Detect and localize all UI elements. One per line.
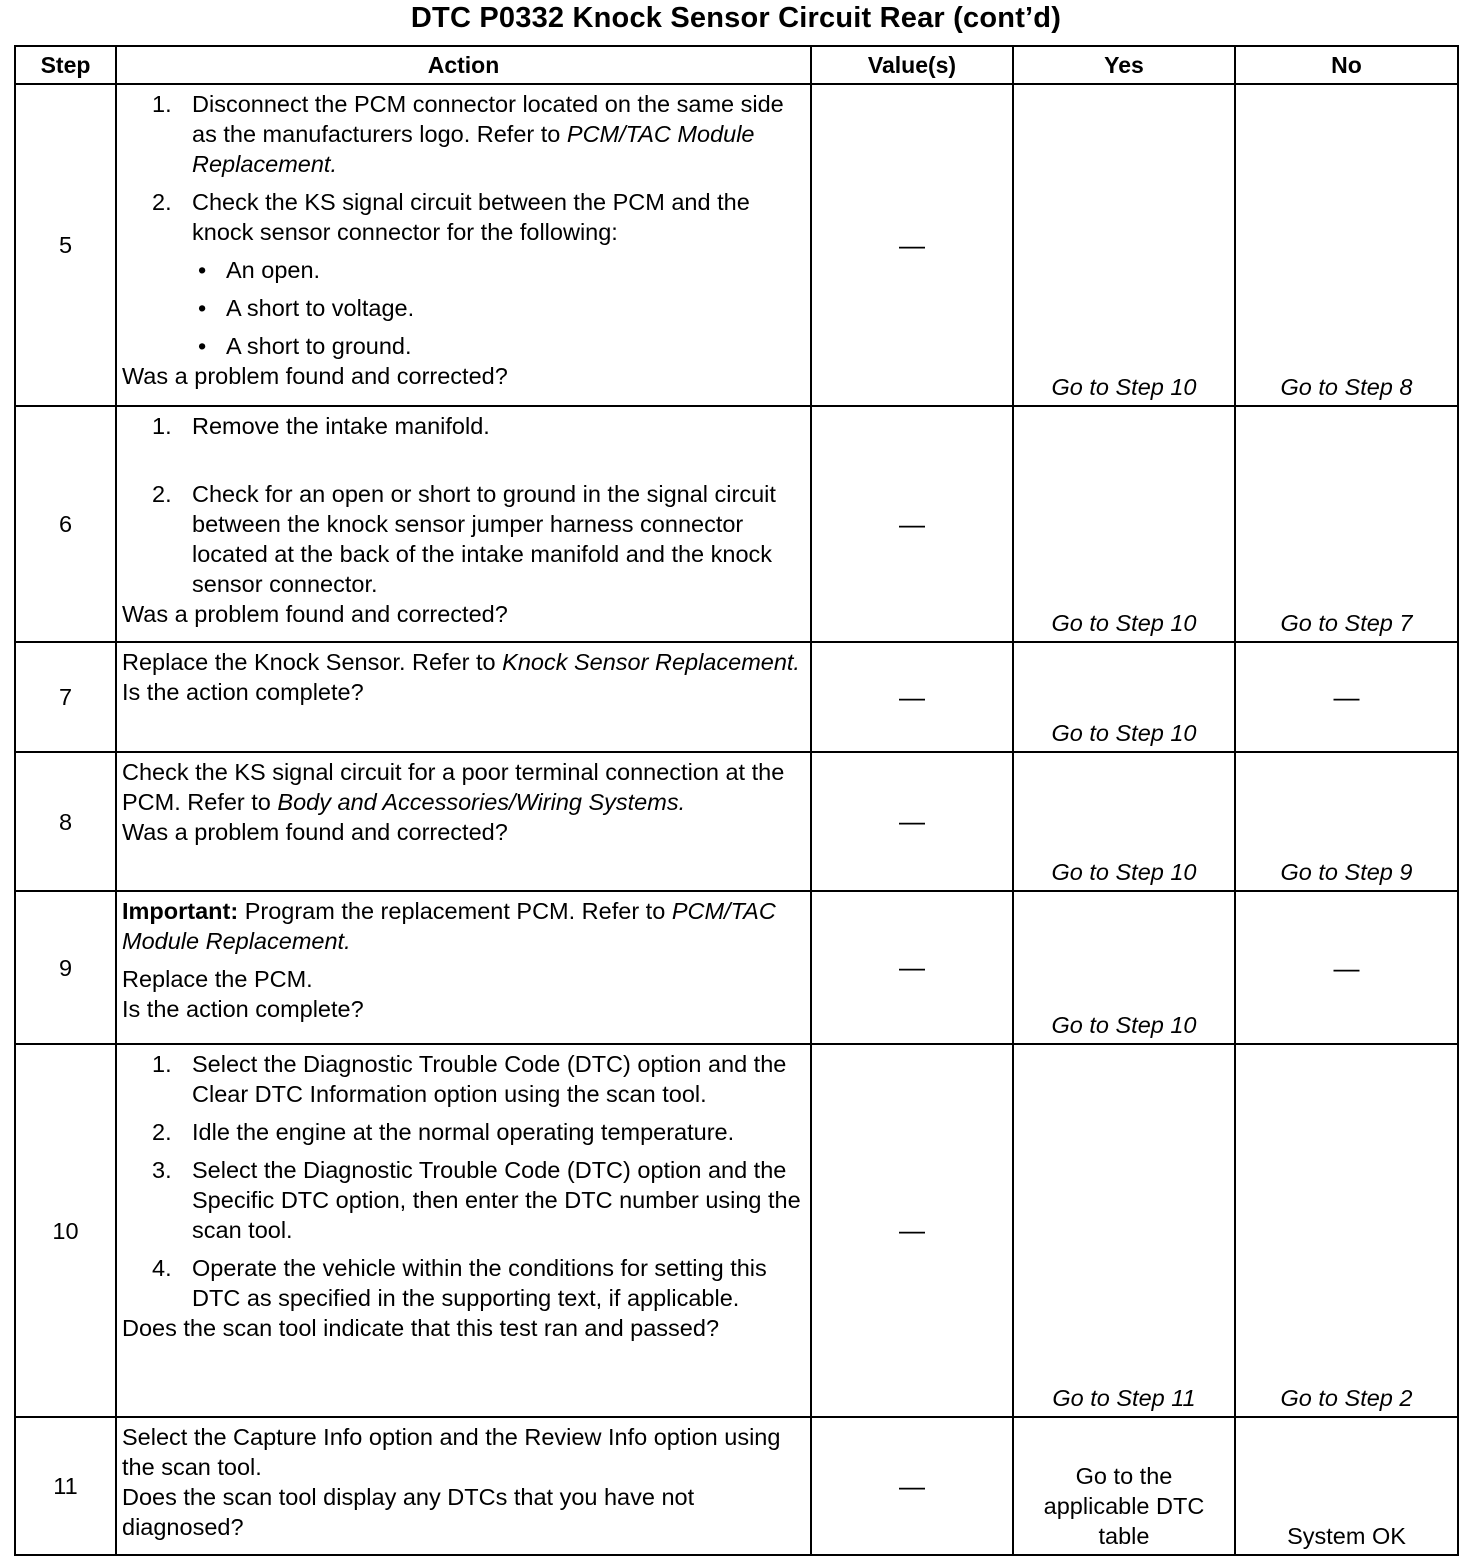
list-item bbox=[152, 89, 806, 179]
item-text: Remove the intake manifold. bbox=[192, 413, 490, 439]
table-row bbox=[15, 752, 1458, 891]
bullet-text: A short to ground. bbox=[226, 333, 412, 359]
item-number: 1. bbox=[152, 1051, 172, 1077]
header-no: No bbox=[1235, 46, 1458, 84]
action-text: Select the Capture Info option and the Review Info option using the scan tool. bbox=[122, 1424, 781, 1480]
question-text: Is the action complete? bbox=[122, 679, 364, 705]
action-cell bbox=[116, 1044, 811, 1417]
no-cell: Go to Step 7 bbox=[1235, 406, 1458, 642]
reference-link-text: Knock Sensor Replacement. bbox=[502, 649, 800, 675]
value-cell: — bbox=[811, 1044, 1013, 1417]
header-action: Action bbox=[116, 46, 811, 84]
bullet-text: An open. bbox=[226, 257, 321, 283]
diagnostic-table bbox=[14, 45, 1459, 1556]
question-text: Does the scan tool indicate that this test ran and passed? bbox=[122, 1315, 720, 1341]
step-number: 9 bbox=[15, 891, 116, 1044]
step-number: 11 bbox=[15, 1417, 116, 1555]
list-item bbox=[152, 411, 806, 441]
reference-link-text: PCM/TAC Module Replacement. bbox=[192, 121, 755, 177]
item-number: 1. bbox=[152, 413, 172, 439]
list-item bbox=[152, 1049, 806, 1109]
question-text: Was a problem found and corrected? bbox=[122, 819, 508, 845]
yes-cell: Go to Step 10 bbox=[1013, 406, 1235, 642]
table-row bbox=[15, 642, 1458, 752]
item-number: 2. bbox=[152, 189, 172, 215]
action-cell bbox=[116, 642, 811, 752]
table-row bbox=[15, 891, 1458, 1044]
list-item bbox=[152, 1253, 806, 1313]
step-number: 8 bbox=[15, 752, 116, 891]
yes-cell: Go to Step 10 bbox=[1013, 84, 1235, 406]
item-text: Check the KS signal circuit between the PCM and the knock sensor connector for the following: bbox=[192, 189, 750, 245]
reference-link-text: Body and Accessories/Wiring Systems. bbox=[277, 789, 686, 815]
yes-cell: Go to Step 10 bbox=[1013, 752, 1235, 891]
value-cell: — bbox=[811, 752, 1013, 891]
no-cell: — bbox=[1235, 642, 1458, 752]
table-row bbox=[15, 1044, 1458, 1417]
yes-cell: Go to the applicable DTC table bbox=[1013, 1417, 1235, 1555]
table-row bbox=[15, 406, 1458, 642]
header-yes: Yes bbox=[1013, 46, 1235, 84]
step-number: 7 bbox=[15, 642, 116, 752]
value-cell: — bbox=[811, 406, 1013, 642]
question-text: Is the action complete? bbox=[122, 996, 364, 1022]
bullet-item: • A short to voltage. bbox=[198, 295, 415, 321]
yes-cell: Go to Step 10 bbox=[1013, 642, 1235, 752]
reference-link-text: PCM/TAC Module Replacement. bbox=[122, 898, 776, 954]
action-cell bbox=[116, 891, 811, 1044]
list-item bbox=[152, 187, 806, 247]
item-text: Select the Diagnostic Trouble Code (DTC) option and the Clear DTC Information option using the scan tool. bbox=[192, 1051, 787, 1107]
action-cell bbox=[116, 406, 811, 642]
question-text: Was a problem found and corrected? bbox=[122, 363, 508, 389]
value-cell: — bbox=[811, 84, 1013, 406]
no-cell: Go to Step 2 bbox=[1235, 1044, 1458, 1417]
header-values: Value(s) bbox=[811, 46, 1013, 84]
list-item bbox=[152, 479, 806, 599]
value-cell: — bbox=[811, 1417, 1013, 1555]
bullet-item: • A short to ground. bbox=[198, 333, 412, 359]
list-item bbox=[152, 1155, 806, 1245]
item-text: Select the Diagnostic Trouble Code (DTC) option and the Specific DTC option, then enter the DTC number using the scan tool. bbox=[192, 1157, 801, 1243]
item-number: 4. bbox=[152, 1255, 172, 1281]
item-number: 1. bbox=[152, 91, 172, 117]
yes-cell: Go to Step 11 bbox=[1013, 1044, 1235, 1417]
action-cell bbox=[116, 84, 811, 406]
action-cell bbox=[116, 1417, 811, 1555]
list-item bbox=[152, 1117, 806, 1147]
header-step: Step bbox=[15, 46, 116, 84]
item-number: 2. bbox=[152, 1119, 172, 1145]
action-text: Replace the PCM. bbox=[122, 966, 313, 992]
step-number: 10 bbox=[15, 1044, 116, 1417]
action-text: Check the KS signal circuit for a poor terminal connection at the PCM. Refer to bbox=[122, 759, 785, 815]
no-cell: Go to Step 8 bbox=[1235, 84, 1458, 406]
table-row bbox=[15, 84, 1458, 406]
step-number: 5 bbox=[15, 84, 116, 406]
item-number: 3. bbox=[152, 1157, 172, 1183]
item-text: Idle the engine at the normal operating temperature. bbox=[192, 1119, 735, 1145]
item-text: Disconnect the PCM connector located on the same side as the manufacturers logo. Refer to bbox=[192, 91, 784, 147]
yes-cell: Go to Step 10 bbox=[1013, 891, 1235, 1044]
table-header-row bbox=[15, 46, 1458, 84]
item-text: Check for an open or short to ground in the signal circuit between the knock sensor jumper harness connector located at the back of the intake manifold and the knock sensor connector. bbox=[192, 481, 776, 597]
value-cell: — bbox=[811, 642, 1013, 752]
item-number: 2. bbox=[152, 481, 172, 507]
no-cell: System OK bbox=[1235, 1417, 1458, 1555]
step-number: 6 bbox=[15, 406, 116, 642]
value-cell: — bbox=[811, 891, 1013, 1044]
page-title: DTC P0332 Knock Sensor Circuit Rear (cont’d) bbox=[410, 2, 1062, 34]
bullet-text: A short to voltage. bbox=[226, 295, 415, 321]
question-text: Does the scan tool display any DTCs that you have not diagnosed? bbox=[122, 1484, 695, 1540]
item-text: Operate the vehicle within the conditions for setting this DTC as specified in the supporting text, if applicable. bbox=[192, 1255, 767, 1311]
no-cell: Go to Step 9 bbox=[1235, 752, 1458, 891]
question-text: Was a problem found and corrected? bbox=[122, 601, 508, 627]
action-text: Program the replacement PCM. Refer to bbox=[238, 898, 672, 924]
action-text: Replace the Knock Sensor. Refer to bbox=[122, 649, 503, 675]
no-cell: — bbox=[1235, 891, 1458, 1044]
table-row bbox=[15, 1417, 1458, 1555]
bullet-item: • An open. bbox=[198, 257, 321, 283]
important-label: Important: bbox=[122, 898, 239, 924]
action-cell bbox=[116, 752, 811, 891]
